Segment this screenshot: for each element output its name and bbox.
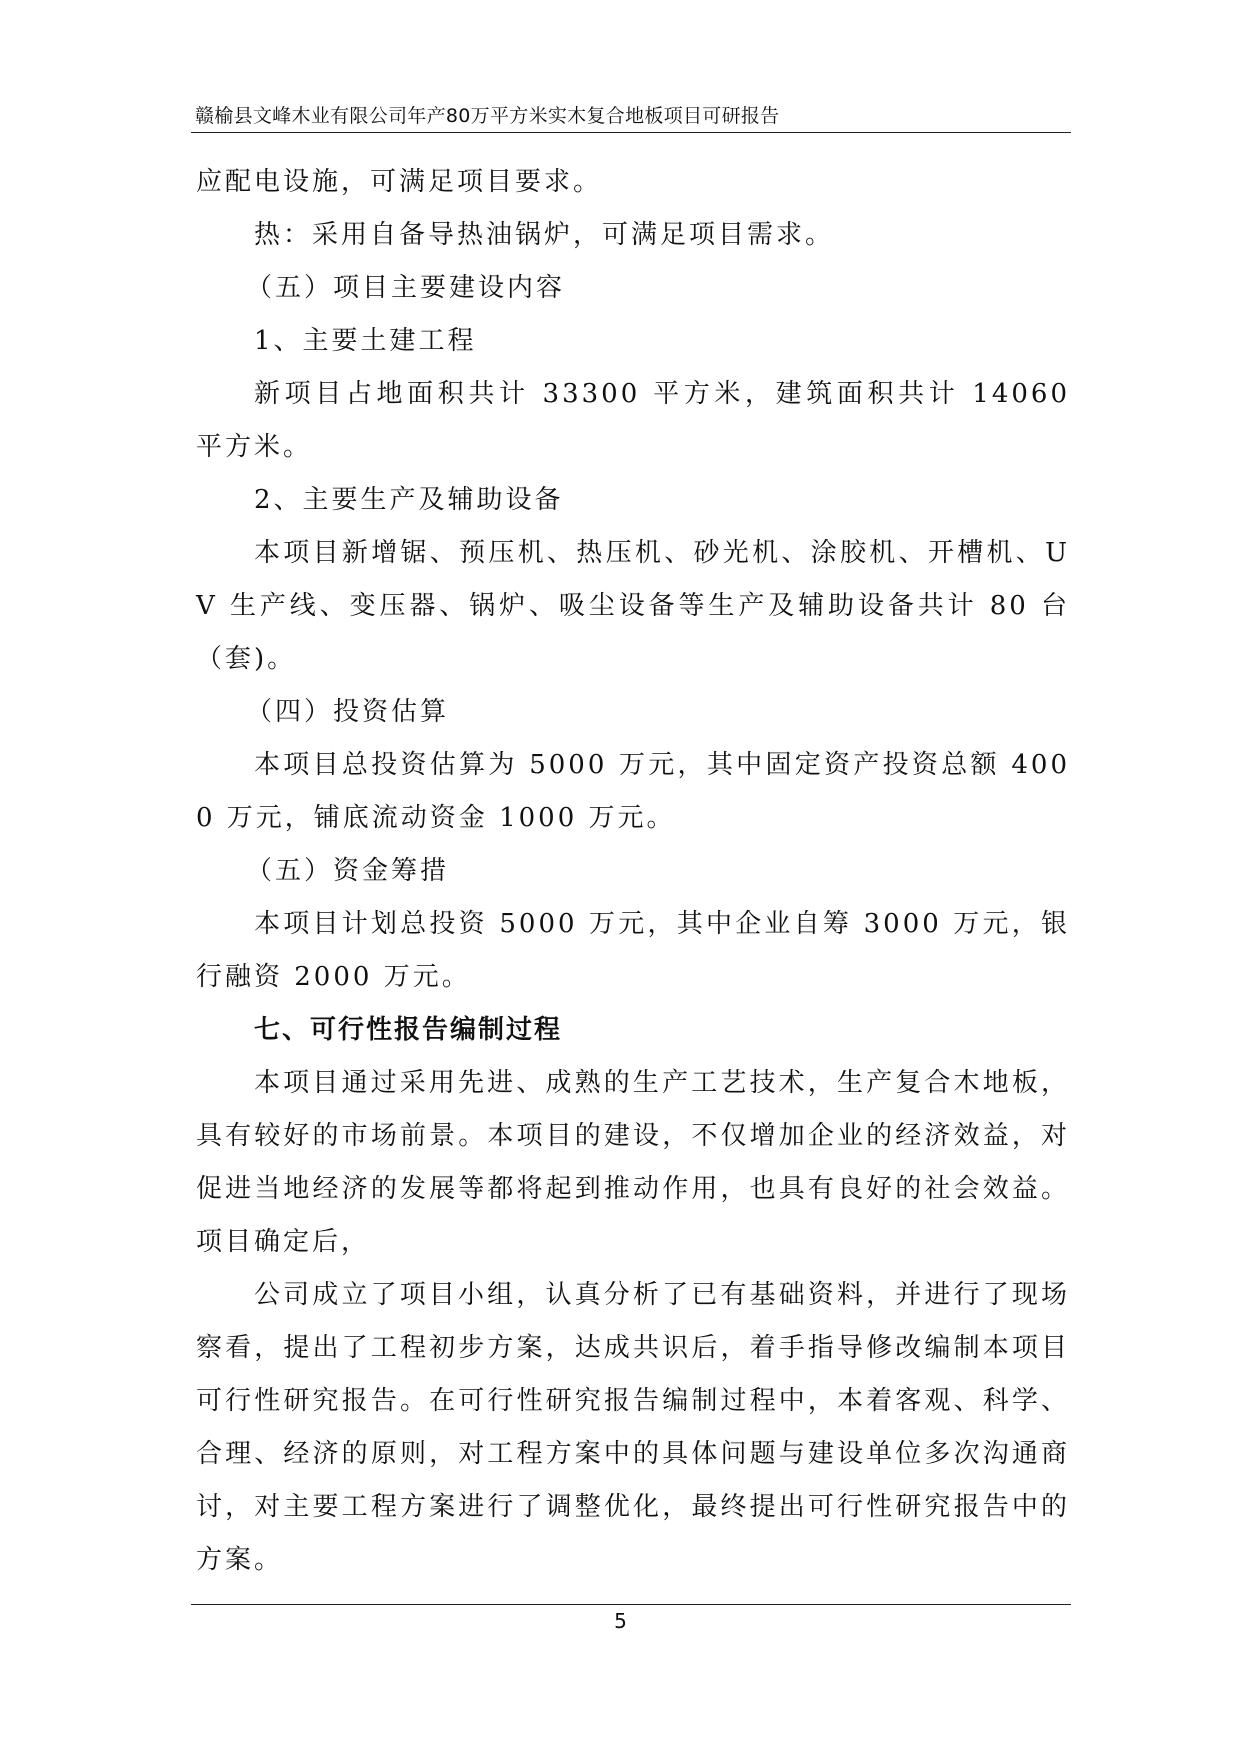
paragraph-equipment-list: 本项目新增锯、预压机、热压机、砂光机、涂胶机、开槽机、UV 生产线、变压器、锅炉、吸尘设备等生产及辅助设备共计 80 台（套)。 [196, 538, 1070, 674]
page-number: 5 [614, 1609, 627, 1633]
paragraph-power-continuation: 应配电设施，可满足项目要求。 [196, 167, 603, 197]
section-heading-investment-estimate: （四）投资估算 [246, 697, 450, 727]
paragraph-funding: 本项目计划总投资 5000 万元，其中企业自筹 3000 万元，银行融资 2000 万元。 [196, 909, 1070, 992]
footer-divider [191, 1604, 1071, 1605]
subheading-equipment: 2、主要生产及辅助设备 [254, 485, 564, 515]
paragraph-report-process: 公司成立了项目小组，认真分析了已有基础资料，并进行了现场察看，提出了工程初步方案，达成共识后，着手指导修改编制本项目可行性研究报告。在可行性研究报告编制过程中，本着客观、科学、合理、经济的原则，对工程方案中的具体问题与建设单位多次沟通商讨，对主要工程方案进行了调整优化，最终提出可行性研究报告中的方案。 [196, 1280, 1070, 1575]
document-body [196, 156, 1070, 1587]
subheading-civil-works: 1、主要土建工程 [254, 326, 477, 356]
paragraph-land-area: 新项目占地面积共计 33300 平方米，建筑面积共计 14060 平方米。 [196, 379, 1070, 462]
section-heading-construction-content: （五）项目主要建设内容 [246, 273, 566, 303]
section-heading-funding: （五）资金筹措 [246, 856, 450, 886]
paragraph-project-benefits: 本项目通过采用先进、成熟的生产工艺技术，生产复合木地板，具有较好的市场前景。本项目的建设，不仅增加企业的经济效益，对促进当地经济的发展等都将起到推动作用，也具有良好的社会效益。项目确定后， [196, 1068, 1070, 1257]
paragraph-investment-estimate: 本项目总投资估算为 5000 万元，其中固定资产投资总额 4000 万元，铺底流动资金 1000 万元。 [196, 750, 1070, 833]
paragraph-heat: 热：采用自备导热油锅炉，可满足项目需求。 [254, 220, 835, 250]
header-divider [191, 132, 1071, 133]
chapter-heading-report-process: 七、可行性报告编制过程 [254, 1015, 563, 1045]
running-header: 赣榆县文峰木业有限公司年产80万平方米实木复合地板项目可研报告 [195, 105, 780, 127]
